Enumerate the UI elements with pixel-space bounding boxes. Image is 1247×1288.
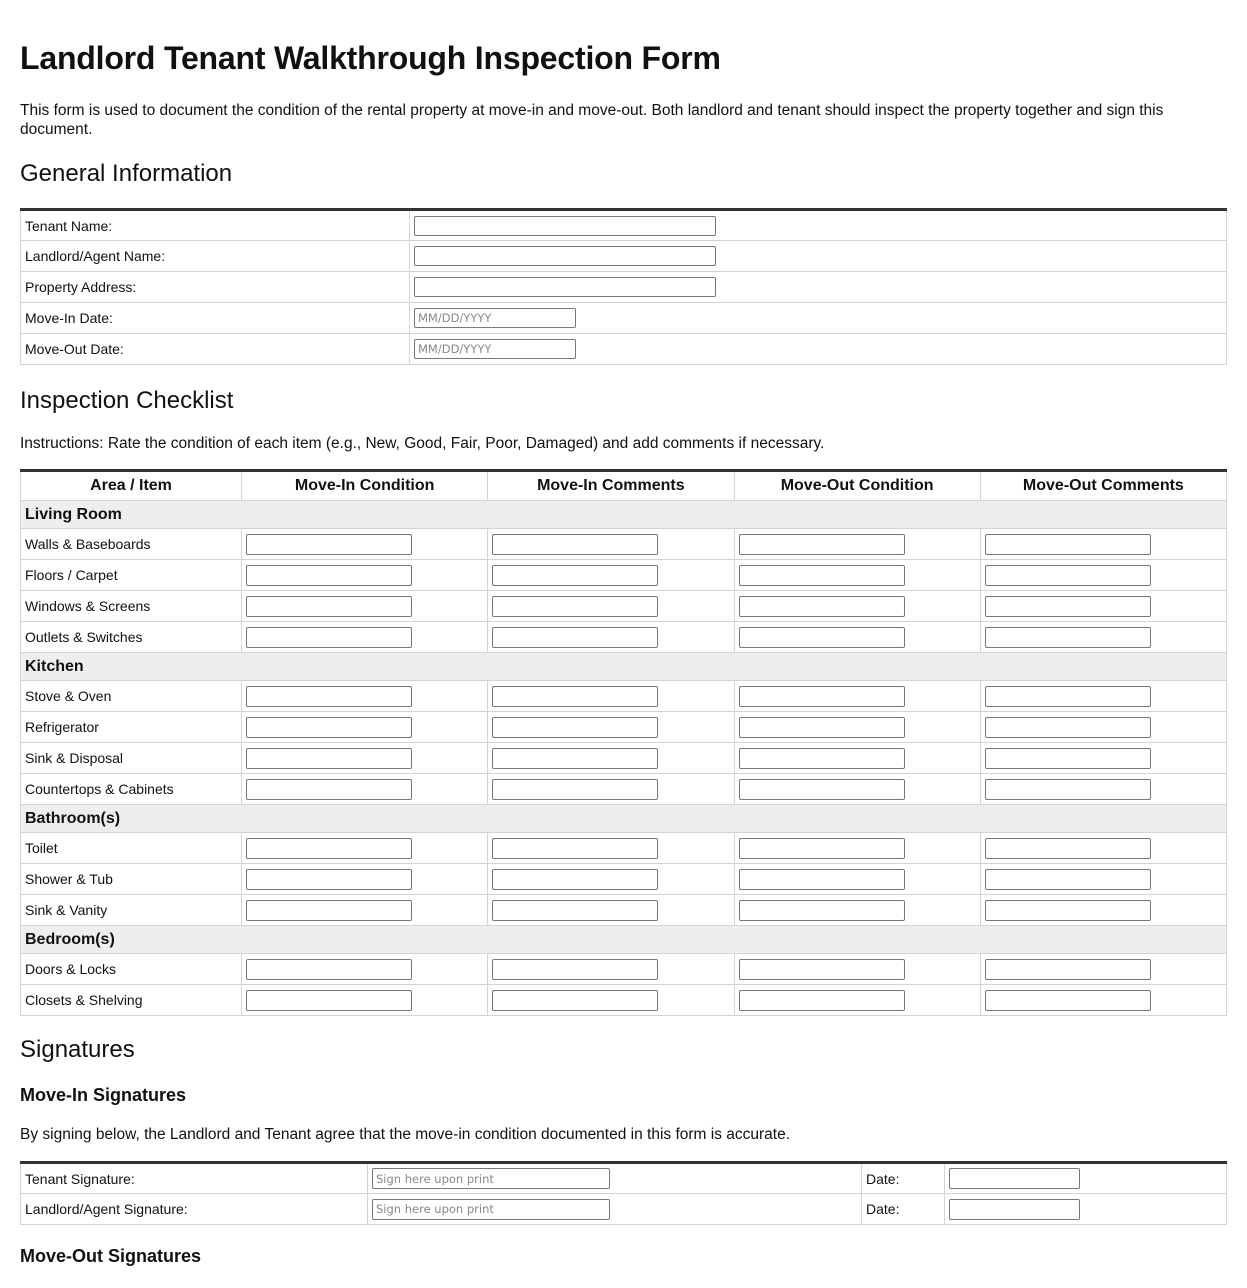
section-row <box>21 653 1227 681</box>
move-in-comments-input[interactable] <box>492 596 658 617</box>
move-out-comments-input[interactable] <box>985 900 1151 921</box>
checklist-body <box>21 501 1227 1016</box>
general-info-heading: General Information <box>20 160 233 187</box>
table-row <box>21 591 1227 622</box>
item-label: Countertops & Cabinets <box>21 774 242 805</box>
move-in-condition-input[interactable] <box>246 627 412 648</box>
item-label: Toilet <box>21 833 242 864</box>
move-in-condition-input[interactable] <box>246 748 412 769</box>
move-out-comments-input[interactable] <box>985 838 1151 859</box>
move-in-signatures-table <box>20 1161 1227 1225</box>
item-label: Shower & Tub <box>21 864 242 895</box>
move-in-signatures-heading: Move-In Signatures <box>20 1085 187 1105</box>
table-row <box>21 529 1227 560</box>
page-title: Landlord Tenant Walkthrough Inspection Form <box>20 40 721 76</box>
column-header: Move-Out Condition <box>734 471 980 501</box>
move-out-condition-input[interactable] <box>739 565 905 586</box>
move-in-comments-input[interactable] <box>492 838 658 859</box>
property-address-label: Property Address: <box>21 272 410 303</box>
move-in-comments-input[interactable] <box>492 900 658 921</box>
item-label: Floors / Carpet <box>21 560 242 591</box>
landlord-date-field[interactable] <box>949 1199 1080 1220</box>
move-in-comments-input[interactable] <box>492 565 658 586</box>
tenant-date-label: Date: <box>862 1163 945 1194</box>
landlord-date-label: Date: <box>862 1194 945 1225</box>
column-header: Move-Out Comments <box>980 471 1226 501</box>
landlord-signature-field[interactable] <box>372 1199 610 1220</box>
move-out-condition-input[interactable] <box>739 990 905 1011</box>
move-out-comments-input[interactable] <box>985 748 1151 769</box>
move-out-condition-input[interactable] <box>739 686 905 707</box>
move-in-comments-input[interactable] <box>492 990 658 1011</box>
move-in-condition-input[interactable] <box>246 900 412 921</box>
item-label: Closets & Shelving <box>21 985 242 1016</box>
table-row <box>21 1194 1227 1225</box>
signatures-heading: Signatures <box>20 1036 135 1063</box>
move-out-condition-input[interactable] <box>739 869 905 890</box>
move-out-condition-input[interactable] <box>739 627 905 648</box>
move-out-comments-input[interactable] <box>985 959 1151 980</box>
section-row <box>21 926 1227 954</box>
item-label: Stove & Oven <box>21 681 242 712</box>
general-info-table <box>20 208 1227 365</box>
move-out-condition-input[interactable] <box>739 596 905 617</box>
move-in-condition-input[interactable] <box>246 534 412 555</box>
tenant-date-field[interactable] <box>949 1168 1080 1189</box>
item-label: Walls & Baseboards <box>21 529 242 560</box>
column-header: Area / Item <box>21 471 242 501</box>
table-row <box>21 1163 1227 1194</box>
landlord-signature-label: Landlord/Agent Signature: <box>21 1194 368 1225</box>
tenant-signature-label: Tenant Signature: <box>21 1163 368 1194</box>
move-out-condition-input[interactable] <box>739 838 905 859</box>
table-row <box>21 895 1227 926</box>
move-in-condition-input[interactable] <box>246 565 412 586</box>
table-row <box>21 864 1227 895</box>
item-label: Outlets & Switches <box>21 622 242 653</box>
table-row <box>21 774 1227 805</box>
tenant-name-label: Tenant Name: <box>21 210 410 241</box>
tenant-name-field[interactable] <box>414 216 716 236</box>
checklist-instructions: Instructions: Rate the condition of each item (e.g., New, Good, Fair, Poor, Damaged) and add comments if necessary. <box>20 435 825 452</box>
table-row <box>21 560 1227 591</box>
move-in-comments-input[interactable] <box>492 869 658 890</box>
landlord-name-field[interactable] <box>414 246 716 266</box>
move-out-date-label: Move-Out Date: <box>21 334 410 365</box>
move-out-comments-input[interactable] <box>985 869 1151 890</box>
landlord-name-label: Landlord/Agent Name: <box>21 241 410 272</box>
item-label: Sink & Disposal <box>21 743 242 774</box>
inspection-checklist-table <box>20 469 1227 1016</box>
property-address-field[interactable] <box>414 277 716 297</box>
section-label: Kitchen <box>21 653 1227 681</box>
item-label: Windows & Screens <box>21 591 242 622</box>
move-in-condition-input[interactable] <box>246 959 412 980</box>
move-out-comments-input[interactable] <box>985 686 1151 707</box>
move-in-condition-input[interactable] <box>246 869 412 890</box>
table-row <box>21 833 1227 864</box>
inspection-checklist-heading: Inspection Checklist <box>20 387 234 414</box>
move-in-condition-input[interactable] <box>246 779 412 800</box>
column-header: Move-In Comments <box>488 471 734 501</box>
move-out-comments-input[interactable] <box>985 779 1151 800</box>
move-out-condition-input[interactable] <box>739 748 905 769</box>
move-out-comments-input[interactable] <box>985 627 1151 648</box>
move-out-comments-input[interactable] <box>985 990 1151 1011</box>
move-in-comments-input[interactable] <box>492 534 658 555</box>
move-out-condition-input[interactable] <box>739 959 905 980</box>
section-row <box>21 805 1227 833</box>
table-row <box>21 334 1227 365</box>
move-in-comments-input[interactable] <box>492 748 658 769</box>
move-out-condition-input[interactable] <box>739 779 905 800</box>
move-out-comments-input[interactable] <box>985 717 1151 738</box>
item-label: Sink & Vanity <box>21 895 242 926</box>
move-out-condition-input[interactable] <box>739 900 905 921</box>
move-in-comments-input[interactable] <box>492 686 658 707</box>
section-label: Bathroom(s) <box>21 805 1227 833</box>
move-in-condition-input[interactable] <box>246 686 412 707</box>
section-label: Bedroom(s) <box>21 926 1227 954</box>
column-header: Move-In Condition <box>242 471 488 501</box>
table-row <box>21 622 1227 653</box>
intro-text: This form is used to document the condition of the rental property at move-in and move-out. Both landlord and tenant should inspect the property together and sign this document. <box>20 102 1164 138</box>
section-row <box>21 501 1227 529</box>
move-in-date-label: Move-In Date: <box>21 303 410 334</box>
move-out-signatures-heading: Move-Out Signatures <box>20 1246 202 1266</box>
move-in-comments-input[interactable] <box>492 779 658 800</box>
table-row <box>21 743 1227 774</box>
table-row <box>21 241 1227 272</box>
move-out-comments-input[interactable] <box>985 565 1151 586</box>
move-in-comments-input[interactable] <box>492 717 658 738</box>
table-row <box>21 303 1227 334</box>
table-row <box>21 272 1227 303</box>
move-out-comments-input[interactable] <box>985 534 1151 555</box>
move-in-condition-input[interactable] <box>246 838 412 859</box>
table-header-row <box>21 471 1227 501</box>
table-row <box>21 985 1227 1016</box>
move-in-comments-input[interactable] <box>492 627 658 648</box>
table-row <box>21 712 1227 743</box>
move-in-signatures-text: By signing below, the Landlord and Tenant agree that the move-in condition documented in this form is accurate. <box>20 1126 791 1143</box>
move-in-comments-input[interactable] <box>492 959 658 980</box>
move-in-condition-input[interactable] <box>246 990 412 1011</box>
section-label: Living Room <box>21 501 1227 529</box>
move-out-date-field[interactable] <box>414 339 576 359</box>
item-label: Refrigerator <box>21 712 242 743</box>
move-in-condition-input[interactable] <box>246 596 412 617</box>
move-out-condition-input[interactable] <box>739 717 905 738</box>
move-in-condition-input[interactable] <box>246 717 412 738</box>
move-in-date-field[interactable] <box>414 308 576 328</box>
move-out-comments-input[interactable] <box>985 596 1151 617</box>
table-row <box>21 210 1227 241</box>
move-out-condition-input[interactable] <box>739 534 905 555</box>
table-row <box>21 954 1227 985</box>
table-row <box>21 681 1227 712</box>
tenant-signature-field[interactable] <box>372 1168 610 1189</box>
item-label: Doors & Locks <box>21 954 242 985</box>
